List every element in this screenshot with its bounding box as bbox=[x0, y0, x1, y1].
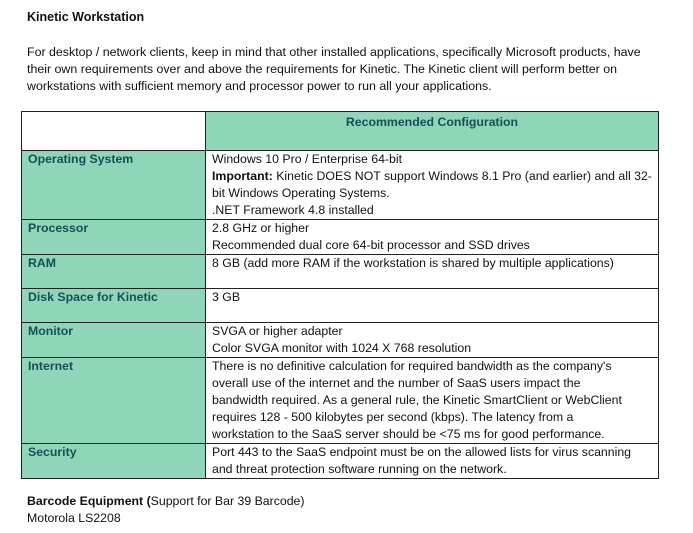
value-line: bandwidth required. As a general rule, the Kinetic SmartClient or WebClient bbox=[212, 393, 622, 407]
intro-line: their own requirements over and above the requirements for Kinetic. The Kinetic client will perform better on bbox=[27, 62, 617, 76]
value-line: There is no definitive calculation for required bandwidth as the company's bbox=[212, 359, 612, 373]
value-line: .NET Framework 4.8 installed bbox=[212, 203, 374, 217]
row-value-monitor bbox=[206, 323, 659, 358]
row-value-disk-space bbox=[206, 289, 659, 323]
column-header: Recommended Configuration bbox=[206, 112, 659, 151]
value-line: SVGA or higher adapter bbox=[212, 324, 343, 338]
value-line: 3 GB bbox=[212, 290, 241, 304]
value-line: and threat protection software running on the network. bbox=[212, 462, 507, 476]
intro-paragraph bbox=[27, 44, 667, 95]
row-value-processor bbox=[206, 220, 659, 255]
value-line: bit Windows Operating Systems. bbox=[212, 186, 390, 200]
value-line: Color SVGA monitor with 1024 X 768 resolution bbox=[212, 341, 472, 355]
value-line: Port 443 to the SaaS endpoint must be on the allowed lists for virus scanning bbox=[212, 445, 632, 459]
value-line: 8 GB (add more RAM if the workstation is shared by multiple applications) bbox=[212, 256, 614, 270]
row-label-internet: Internet bbox=[22, 358, 206, 444]
intro-line: workstations with sufficient memory and processor power to run all your applications. bbox=[27, 79, 492, 93]
row-label-monitor: Monitor bbox=[22, 323, 206, 358]
table-header-row bbox=[22, 112, 659, 151]
row-value-ram bbox=[206, 255, 659, 289]
table-row bbox=[22, 358, 659, 444]
value-line: requires 128 - 500 kilobytes per second (kbps). The latency from a bbox=[212, 410, 574, 424]
row-label-disk-space: Disk Space for Kinetic bbox=[22, 289, 206, 323]
important-label: Important: bbox=[212, 169, 273, 183]
row-label-ram: RAM bbox=[22, 255, 206, 289]
value-line: 2.8 GHz or higher bbox=[212, 221, 310, 235]
row-value-internet bbox=[206, 358, 659, 444]
value-line-important bbox=[212, 168, 652, 185]
table-row bbox=[22, 151, 659, 220]
row-value-security bbox=[206, 444, 659, 479]
row-label-processor: Processor bbox=[22, 220, 206, 255]
intro-line: For desktop / network clients, keep in mind that other installed applications, specifically Microsoft products, have bbox=[27, 45, 641, 59]
section-heading: Kinetic Workstation bbox=[27, 10, 145, 24]
header-empty-cell bbox=[22, 112, 206, 151]
requirements-table bbox=[21, 111, 659, 479]
important-text: Kinetic DOES NOT support Windows 8.1 Pro (and earlier) and all 32- bbox=[276, 169, 652, 183]
value-line: Windows 10 Pro / Enterprise 64-bit bbox=[212, 152, 403, 166]
barcode-device: Motorola LS2208 bbox=[27, 511, 121, 525]
barcode-heading bbox=[27, 494, 304, 508]
row-label-security: Security bbox=[22, 444, 206, 479]
value-line: Recommended dual core 64-bit processor and SSD drives bbox=[212, 238, 530, 252]
value-line: workstation to the SaaS server should be <75 ms for good performance. bbox=[212, 427, 605, 441]
barcode-heading-rest: Support for Bar 39 Barcode) bbox=[150, 494, 305, 508]
row-label-operating-system: Operating System bbox=[22, 151, 206, 220]
table-row bbox=[22, 323, 659, 358]
table-row bbox=[22, 289, 659, 323]
value-line: overall use of the internet and the number of SaaS users impact the bbox=[212, 376, 581, 390]
barcode-heading-bold: Barcode Equipment ( bbox=[27, 494, 151, 508]
table-row bbox=[22, 255, 659, 289]
table-row bbox=[22, 220, 659, 255]
row-value-operating-system bbox=[206, 151, 659, 220]
table-row bbox=[22, 444, 659, 479]
